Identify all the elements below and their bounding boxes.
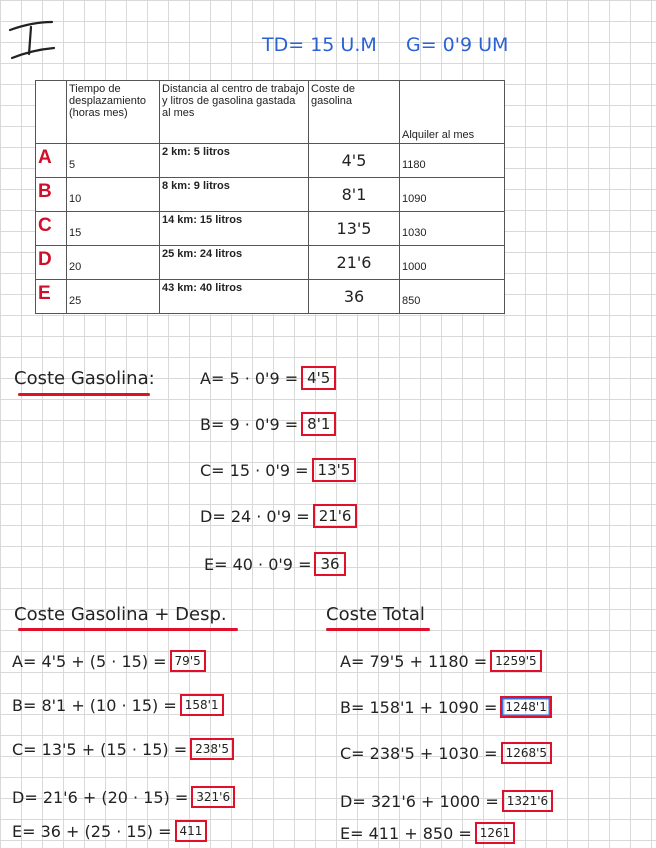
result-box: 4'5 [301,366,336,390]
result-box-highlighted: 1248'1 [500,696,551,718]
cell-coste: 8'1 [309,178,400,212]
cell-coste: 4'5 [309,144,400,178]
title-underline [18,393,150,396]
result-box: 1321'6 [502,790,553,812]
table-header-cell: Coste de gasolina [309,81,400,144]
equation-line [12,738,234,760]
result-box: 21'6 [313,504,358,528]
equation-expr: A= 79'5 + 1180 = [340,651,488,671]
equation-line [200,412,336,436]
equation-line [200,504,357,528]
equation-line [340,822,515,844]
table-header-cell: Alquiler al mes [400,81,505,144]
equation-expr: E= 40 · 0'9 = [204,554,312,574]
row-letter: B [36,178,67,212]
row-letter: E [36,280,67,314]
cell-distancia: 8 km: 9 litros [160,178,309,212]
table-row [36,178,505,212]
equation-line [340,650,542,672]
section-title-coste-total: Coste Total [326,604,425,625]
table-row [36,144,505,178]
equation-expr: C= 15 · 0'9 = [200,460,309,480]
section-title-coste-gasolina: Coste Gasolina: [14,368,155,389]
cell-alquiler: 1180 [400,144,505,178]
row-letter: A [36,144,67,178]
data-table [35,80,505,314]
cell-alquiler: 1000 [400,246,505,280]
equation-line [12,694,224,716]
header-note-td: TD= 15 U.M [262,34,377,56]
equation-expr: D= 24 · 0'9 = [200,506,310,526]
result-box: 158'1 [180,694,224,716]
equation-expr: C= 238'5 + 1030 = [340,743,498,763]
section-title-coste-gasolina-desp: Coste Gasolina + Desp. [14,604,227,625]
table-row [36,280,505,314]
equation-line [12,650,206,672]
cell-coste: 36 [309,280,400,314]
row-letter: C [36,212,67,246]
result-box: 1261 [475,822,516,844]
cell-coste: 21'6 [309,246,400,280]
equation-expr: D= 321'6 + 1000 = [340,791,499,811]
equation-expr: B= 8'1 + (10 · 15) = [12,695,177,715]
equation-expr: A= 5 · 0'9 = [200,368,299,388]
cell-tiempo: 10 [67,178,160,212]
table-header-cell [36,81,67,144]
equation-expr: D= 21'6 + (20 · 15) = [12,787,189,807]
result-box: 13'5 [312,458,357,482]
equation-line [340,790,553,812]
cell-alquiler: 1030 [400,212,505,246]
equation-expr: E= 36 + (25 · 15) = [12,821,172,841]
result-box: 321'6 [191,786,235,808]
equation-expr: E= 411 + 850 = [340,823,472,843]
title-underline [326,628,430,631]
result-box: 1259'5 [490,650,541,672]
equation-line [12,786,235,808]
equation-line [204,552,346,576]
cell-tiempo: 15 [67,212,160,246]
table-header-row [36,81,505,144]
cell-distancia: 25 km: 24 litros [160,246,309,280]
table-header-cell: Tiempo de desplazamiento (horas mes) [67,81,160,144]
result-box: 238'5 [190,738,234,760]
equation-line [200,366,336,390]
cell-tiempo: 5 [67,144,160,178]
cell-alquiler: 1090 [400,178,505,212]
table-row [36,212,505,246]
result-box: 8'1 [301,412,336,436]
cell-tiempo: 25 [67,280,160,314]
title-underline [18,628,238,631]
roman-numeral [8,18,58,69]
equation-line [12,820,207,842]
result-box: 79'5 [170,650,206,672]
table-header-cell: Distancia al centro de trabajo y litros de gasolina gastada al mes [160,81,309,144]
equation-line [200,458,356,482]
cell-distancia: 43 km: 40 litros [160,280,309,314]
cell-coste: 13'5 [309,212,400,246]
result-box: 1268'5 [501,742,552,764]
result-box: 36 [314,552,345,576]
row-letter: D [36,246,67,280]
equation-line [340,742,552,764]
cell-alquiler: 850 [400,280,505,314]
cell-tiempo: 20 [67,246,160,280]
equation-expr: B= 9 · 0'9 = [200,414,299,434]
cell-distancia: 2 km: 5 litros [160,144,309,178]
equation-expr: C= 13'5 + (15 · 15) = [12,739,188,759]
equation-expr: A= 4'5 + (5 · 15) = [12,651,167,671]
cell-distancia: 14 km: 15 litros [160,212,309,246]
result-box: 411 [175,820,208,842]
equation-line [340,696,552,718]
equation-expr: B= 158'1 + 1090 = [340,697,498,717]
header-note-g: G= 0'9 UM [406,34,509,56]
table-row [36,246,505,280]
